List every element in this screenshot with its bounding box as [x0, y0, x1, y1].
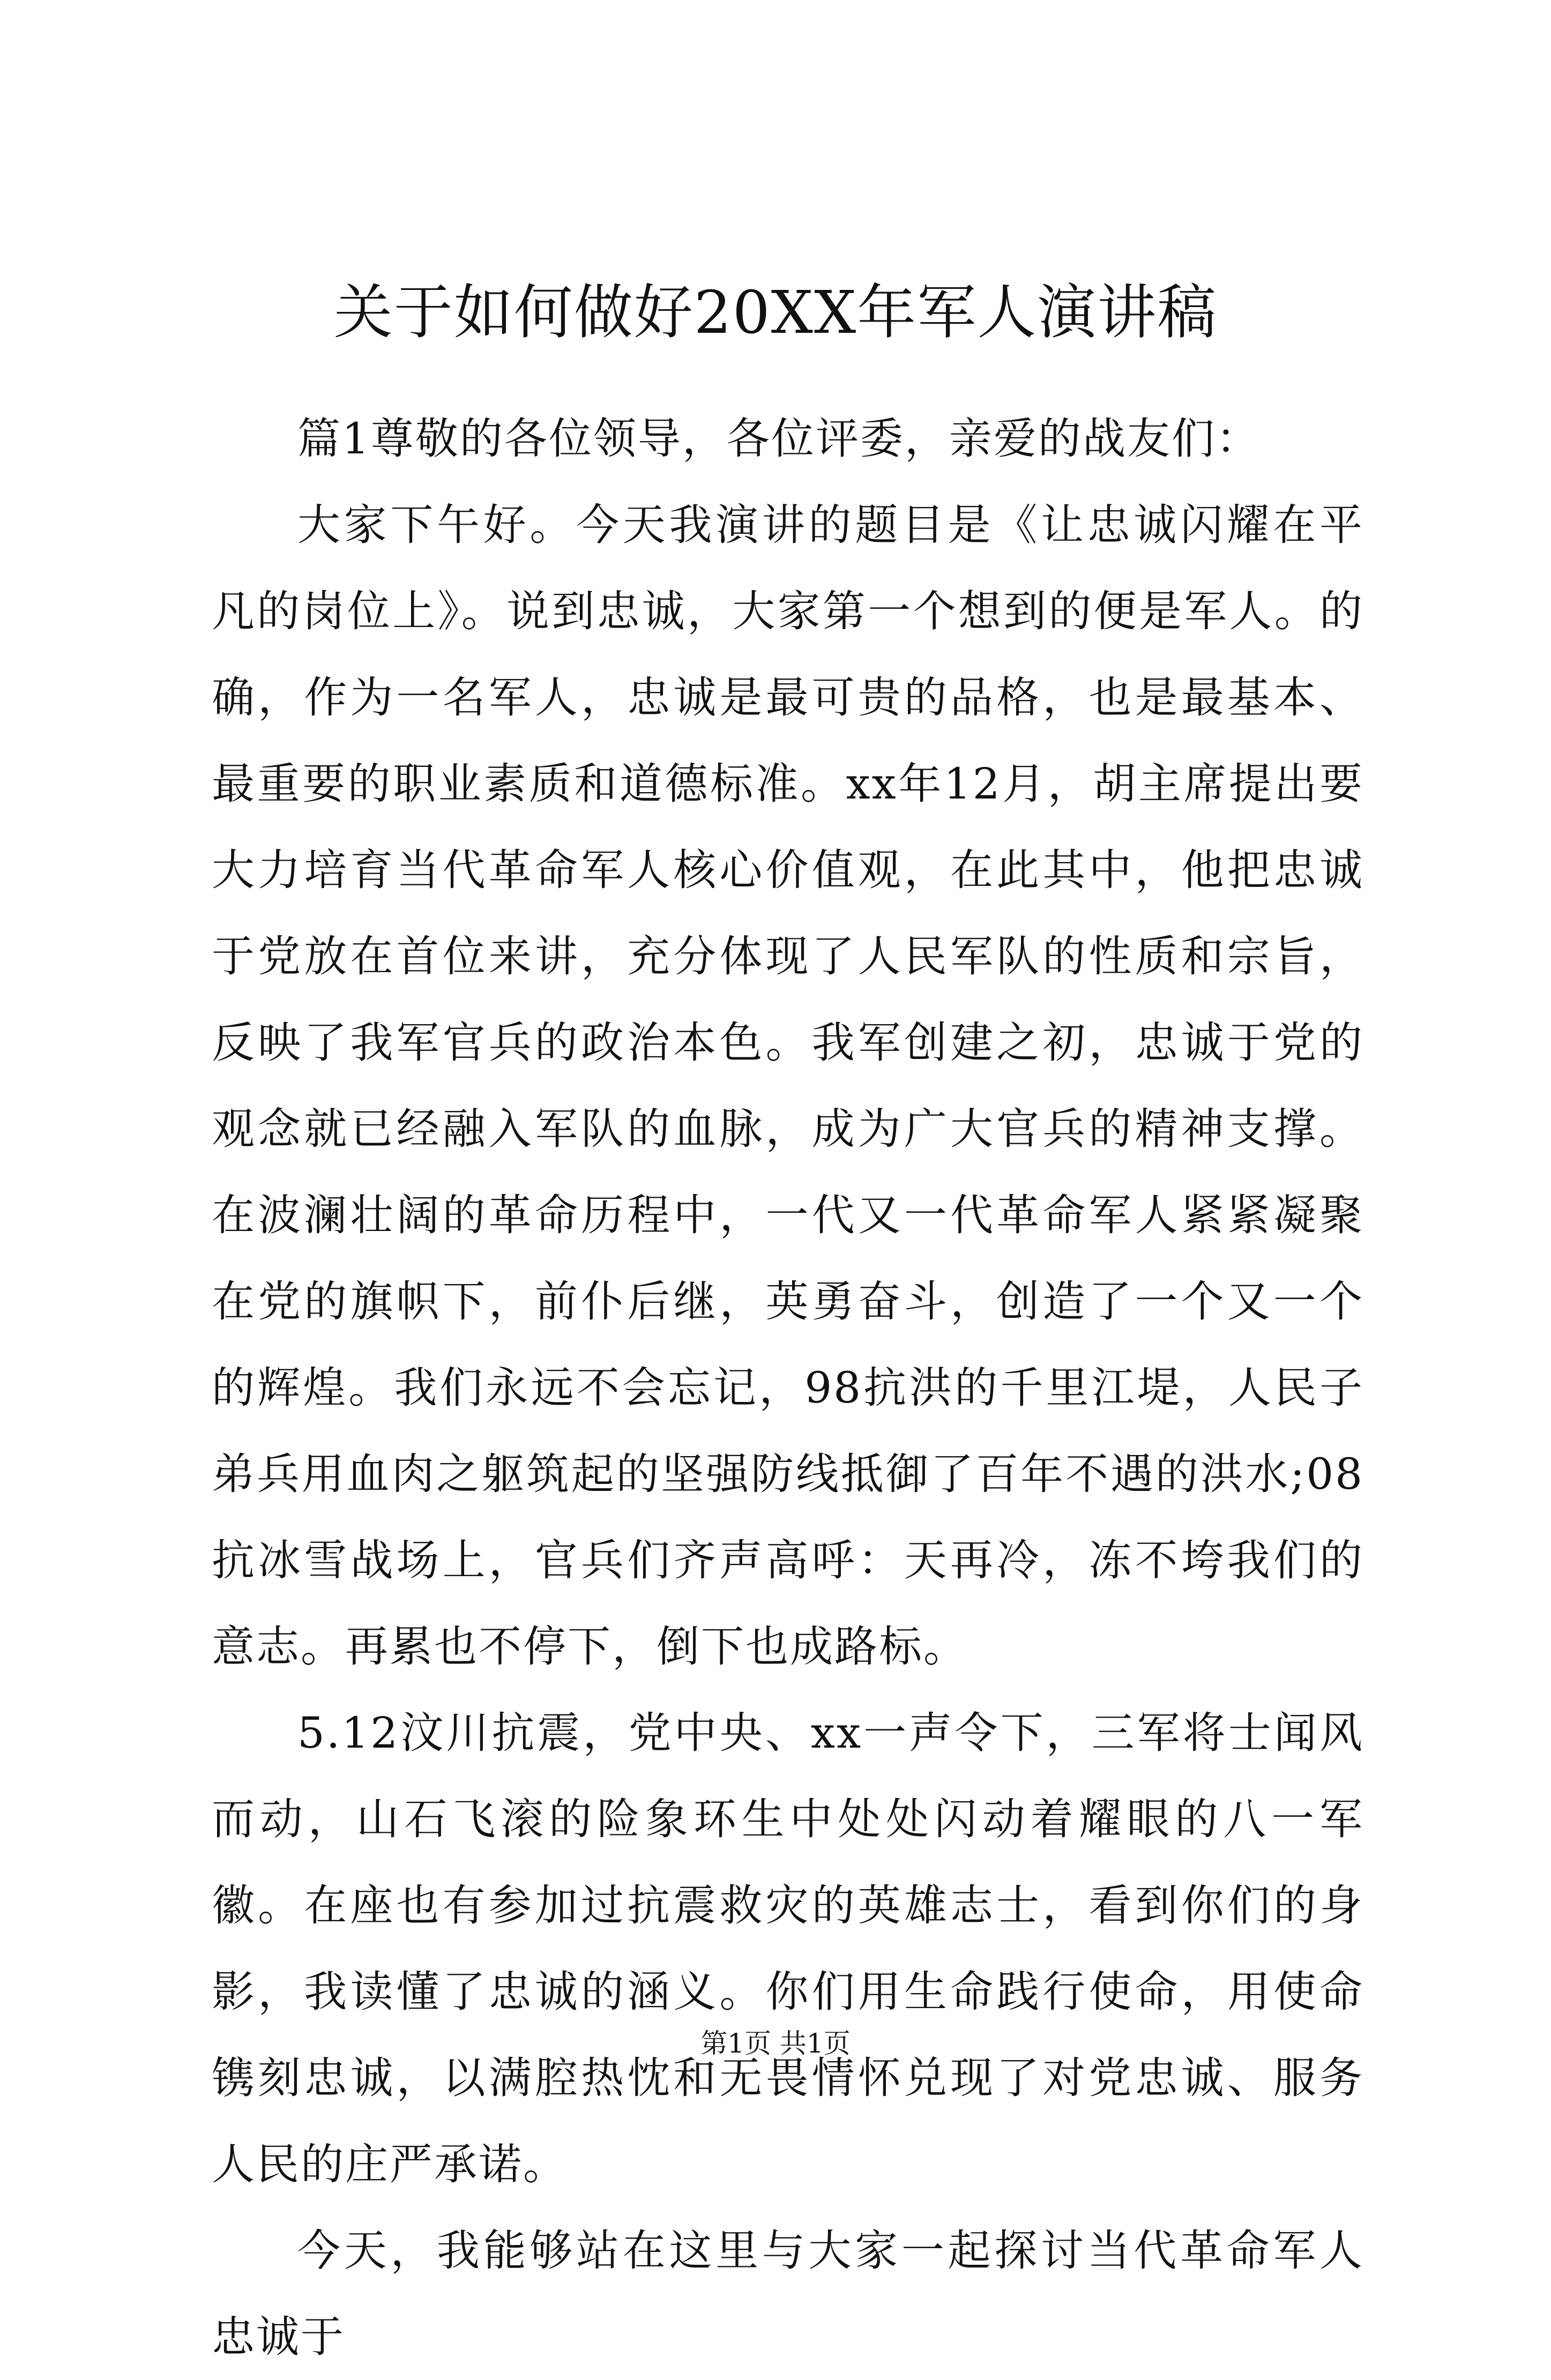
paragraph-wenchuan: 5.12汶川抗震，党中央、xx一声令下，三军将士闻风而动，山石飞滚的险象环生中处处闪动着耀眼的八一军徽。在座也有参加过抗震救灾的英雄志士，看到你们的身影，我读懂了忠诚的涵义。你们用生命践行使命，用使命镌刻忠诚，以满腔热忱和无畏情怀兑现了对党忠诚、服务人民的庄严承诺。	[212, 1708, 1364, 2189]
paragraph-today: 今天，我能够站在这里与大家一起探讨当代革命军人忠诚于	[212, 2226, 1364, 2362]
paragraph-salutation: 篇1尊敬的各位领导，各位评委，亲爱的战友们：	[297, 414, 1261, 464]
document-body	[212, 396, 1364, 2380]
document-title: 关于如何做好20XX年军人演讲稿	[333, 278, 1218, 347]
paragraph-intro: 大家下午好。今天我演讲的题目是《让忠诚闪耀在平凡的岗位上》。说到忠诚，大家第一个想到的便是军人。的确，作为一名军人，忠诚是最可贵的品格，也是最基本、最重要的职业素质和道德标准。xx年12月，胡主席提出要大力培育当代革命军人核心价值观，在此其中，他把忠诚于党放在首位来讲，充分体现了人民军队的性质和宗旨，反映了我军官兵的政治本色。我军创建之初，忠诚于党的观念就已经融入军队的血脉，成为广大官兵的精神支撑。在波澜壮阔的革命历程中，一代又一代革命军人紧紧凝聚在党的旗帜下，前仆后继，英勇奋斗，创造了一个又一个的辉煌。我们永远不会忘记，98抗洪的千里江堤，人民子弟兵用血肉之躯筑起的坚强防线抵御了百年不遇的洪水;08抗冰雪战场上，官兵们齐声高呼：天再冷，冻不垮我们的意志。再累也不停下，倒下也成路标。	[212, 500, 1364, 1672]
page-number-footer: 第1页 共1页	[700, 2028, 851, 2059]
